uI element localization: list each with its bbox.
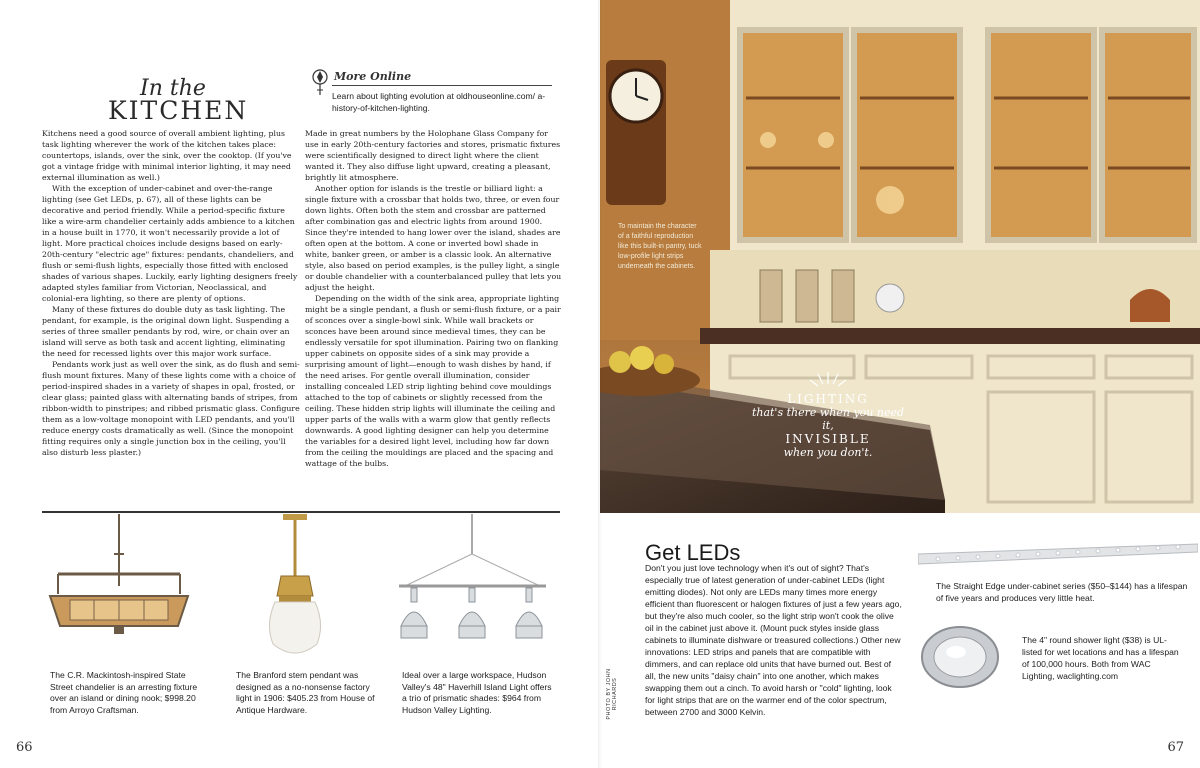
paragraph: Made in great numbers by the Holophane Glass Company for use in early 20th-century factories and stores, prismatic fixtures were scientifically designed to direct light where the client wanted it. They also diffuse light upward, creating a pleasant, brightly lit atmosphere. [305, 129, 561, 182]
more-online-rule [332, 85, 552, 86]
article-column-1 [42, 128, 300, 458]
straight-edge-led-strip-image [918, 540, 1198, 576]
page-number: 66 [16, 740, 33, 755]
island-light-caption: Ideal over a large workspace, Hudson Valley's 48" Haverhill Island Light offers a trio of prismatic shades: $964 from Hudson Valley Lighting. [402, 670, 552, 715]
state-street-chandelier-image [44, 514, 194, 664]
section-headline: KITCHEN [108, 96, 249, 125]
branford-pendant-image [245, 514, 345, 664]
more-online-lamp-icon [312, 68, 328, 96]
light-rays-icon [808, 372, 848, 388]
page-number: 67 [1167, 740, 1184, 755]
article-column-2 [305, 128, 563, 469]
kitchen-pantry-photo [600, 0, 1200, 513]
pull-quote-line-1: LIGHTING [787, 392, 869, 406]
section-divider [42, 511, 560, 513]
more-online-title: More Online [334, 70, 412, 83]
section-kicker: In the [140, 76, 206, 101]
photo-credit: PHOTO BY JOHN RICHARDS [606, 668, 618, 720]
round-shower-light-image [920, 622, 1000, 692]
paragraph: With the exception of under-cabinet and over-the-range lighting (see Get LEDs, p. 67), all of these lights can be decorative and period friendly. While a period-specific fixture like a wire-arm chandelier certainly adds ambience to a kitchen in a house built in 1770, it won't necessarily provide a lot of light. More practical choices include designs based on early-20th-century "electric age" fixtures: pendants, chandeliers, and flush or semi-flush lights, especially those fitted with enclosed shades of various shapes. Luckily, early lighting designers freely adapted styles familiar from Victorian, Neoclassical, and colonial-era lighting, so there are plenty of options. [42, 184, 298, 303]
led-strip-caption: The Straight Edge under-cabinet series ($50–$144) has a lifespan of five years and produces very little heat. [936, 581, 1188, 603]
pull-quote [748, 372, 908, 459]
pull-quote-line-3: INVISIBLE [785, 432, 871, 446]
page-gutter [598, 0, 602, 768]
pull-quote-line-4: when you don't. [783, 446, 873, 459]
more-online-link[interactable]: Learn about lighting evolution at oldhouseonline.com/ a-history-of-kitchen-lighting. [332, 91, 546, 113]
photo-caption: To maintain the character of a faithful reproduction like this built-in pantry, tuck low-profile light strips underneath the cabinets. [618, 223, 702, 270]
right-page [600, 0, 1200, 768]
shower-light-caption: The 4" round shower light ($38) is UL-listed for wet locations and has a lifespan of 100,000 hours. Both from WAC Lighting, waclighting.com [1022, 635, 1179, 681]
paragraph: Kitchens need a good source of overall ambient lighting, plus task lighting wherever the work of the kitchen takes place: countertops, islands, over the sink, over the cooktop. (If you've got a vintage fridge with minimal interior lighting, it may need external illumination as well.) [42, 129, 292, 182]
paragraph: Pendants work just as well over the sink, as do flush and semi-flush mount fixtures. Many of these lights come with a choice of period-inspired shades in a variety of shapes in opal, frosted, or clear glass; painted glass with alternating bands of stripes, from ribbon-width to pinstripes; and ribbed prismatic glass. Configure them as a low-voltage monopoint with LED pendants, and you'll reduce energy costs dramatically as well. (Since the monopoint fitting requires only a single junction box in the ceiling, you'll also disturb less plaster.) [42, 360, 300, 457]
sidebar-title: Get LEDs [645, 540, 741, 565]
sidebar-body: Don't you just love technology when it's out of sight? That's especially true of latest generation of under-cabinet LEDs (light emitting diodes). Not only are LEDs many times more energy efficient than fluorescent or halogen fixtures of just a few years ago, but they're also much cooler, so the light strip won't cook the olive oil in the cabinet just above it. (Mount puck styles inside glass cabinets to illuminate dishware or treasured collections.) Other new innovations: LED strips and panels that are compatible with dimmers, and can replace old units that have burned out. Best of all, the new units "daisy chain" into one another, which makes swapping them out a cinch. To avoid harsh or "cold" lighting, look for light strips that are on the warmer end of the color spectrum, between 2700 and 3000 Kelvin. [645, 563, 902, 717]
paragraph: Many of these fixtures do double duty as task lighting. The pendant, for example, is the original down light. Suspending a series of three smaller pendants by rod, wire, or chain over an island will serve as both task and accent lighting, eliminating the need for recessed lights over this major work surface. [42, 305, 290, 358]
paragraph: Depending on the width of the sink area, appropriate lighting might be a single pendant, a flush or semi-flush fixture, or a pair of sconces over a single-bowl sink. While wall brackets or sconces have been around since medieval times, they can be endlessly versatile for spot illumination. Pairing two on flanking upper cabinets on opposite sides of a sink may provide a surprising amount of light—enough to wash dishes by hand, if the need arises. For gentle overall illumination, consider installing concealed LED strip lighting behind cove mouldings attached to the top of cabinets or slightly recessed from the ceiling. These hidden strip lights will illuminate the ceiling and upper parts of the walls with a warm glow that gently reflects downwards. A good lighting designer can help you determine the variables for a desired light level, including how far down from the ceiling the mouldings are placed and the spacing and wattage of the bulbs. [305, 294, 561, 468]
chandelier-caption: The C.R. Mackintosh-inspired State Street chandelier is an arresting fixture over an island or dining nook; $998.20 from Arroyo Craftsman. [50, 670, 198, 715]
pull-quote-line-2: that's there when you need it, [751, 406, 905, 432]
haverhill-island-light-image [385, 514, 560, 664]
paragraph: Another option for islands is the trestle or billiard light: a single fixture with a crossbar that holds two, three, or even four down lights. Often both the stem and crossbar are patterned after combination gas and electric lights from around 1900. Since they're intended to hang lower over the island, shades are often open at the bottom. A cone or inverted bowl shade in white, banker green, or amber is a classic look. An alternative style, also based on period examples, is the pulley light, a single or double chandelier with a counterbalanced pulley that lets you adjust the height. [305, 184, 562, 292]
pendant-caption: The Branford stem pendant was designed as a no-nonsense factory light in 1906: $405.23 from House of Antique Hardware. [236, 670, 375, 715]
